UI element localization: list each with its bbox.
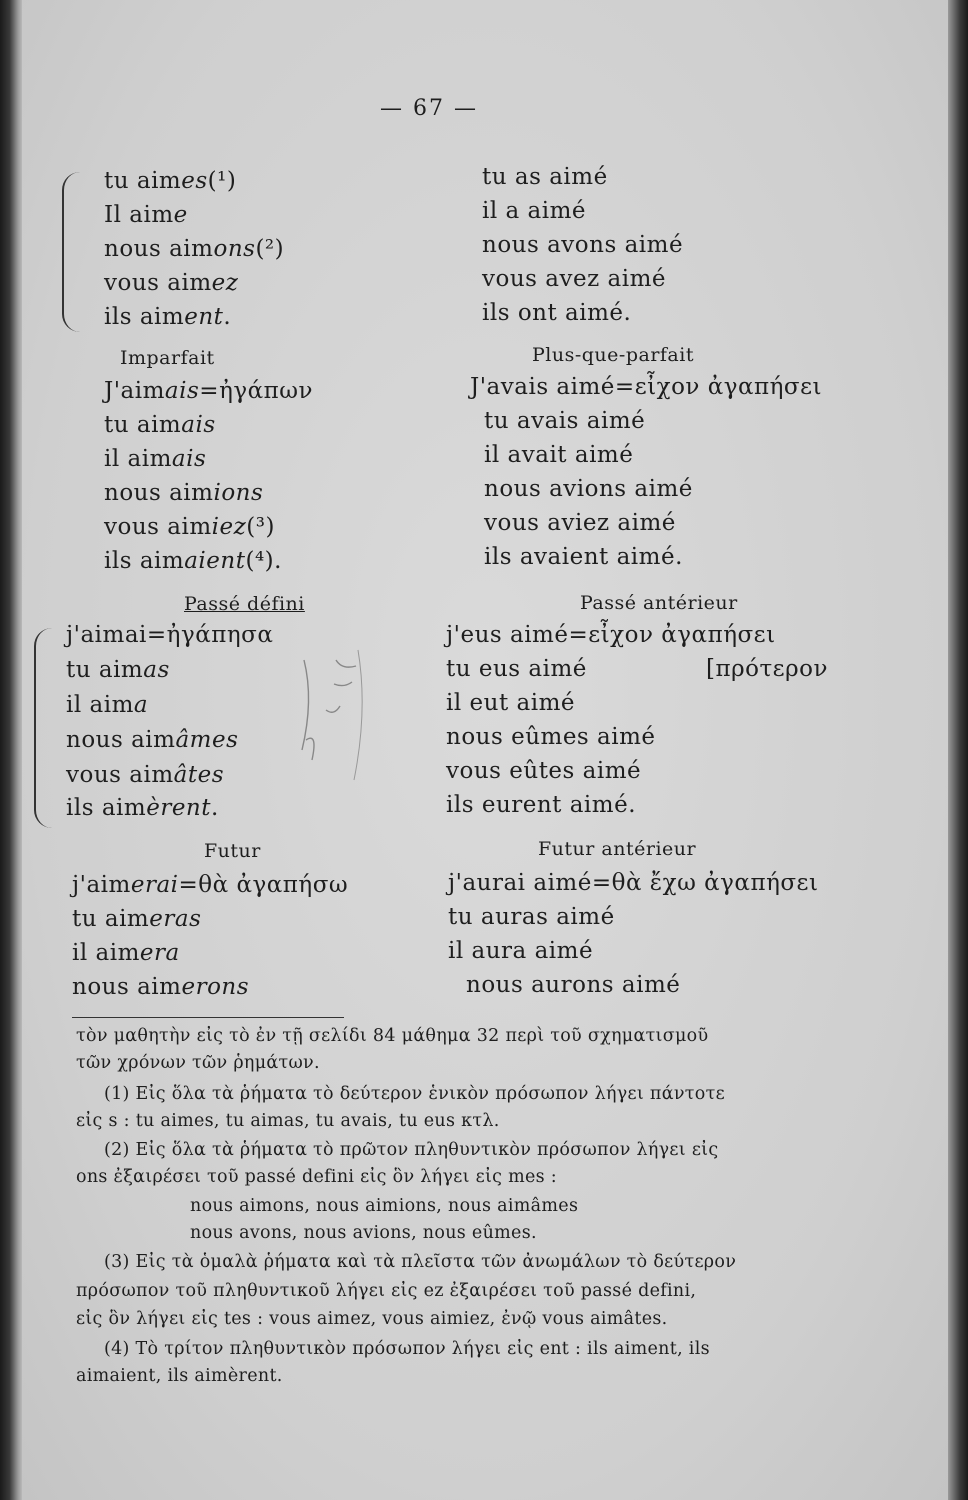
section-heading-futur-anterieur: Futur antérieur	[538, 838, 697, 860]
footnote-line: (1) Εἰς ὅλα τὰ ῥήματα τὸ δεύτερον ἑνικὸν πρόσωπον λήγει πάντοτε	[104, 1084, 725, 1104]
footnote-line: (3) Εἰς τὰ ὁμαλὰ ῥήματα καὶ τὰ πλεῖστα τῶν ἀνωμάλων τὸ δεύτερον	[104, 1252, 737, 1272]
conj-line: tu aimais	[104, 412, 216, 438]
conj-line: J'aimais=ἠγάπων	[104, 378, 313, 404]
conj-line: il a aimé	[482, 198, 587, 224]
conj-line: nous aimerons	[72, 974, 250, 1000]
conj-line: tu aimas	[66, 657, 170, 683]
conj-line: j'aimai=ἠγάπησα	[66, 622, 274, 648]
conj-line: il aima	[66, 692, 149, 718]
conj-line: tu eus aimé	[446, 656, 587, 682]
footnote-line: τὸν μαθητὴν εἰς τὸ ἐν τῇ σελίδι 84 μάθημα 32 περὶ τοῦ σχηματισμοῦ	[76, 1026, 709, 1046]
conj-line: ils eurent aimé.	[446, 792, 637, 818]
conj-line: vous avez aimé	[482, 266, 667, 292]
conj-line: ils avaient aimé.	[484, 544, 683, 570]
conj-line: tu avais aimé	[484, 408, 646, 434]
book-spine-shadow	[0, 0, 24, 1500]
footnote-line: aimaient, ils aimèrent.	[76, 1366, 283, 1386]
page-edge-shadow	[948, 0, 968, 1500]
footnote-line: (4) Τὸ τρίτον πληθυντικὸν πρόσωπον λήγει εἰς ent : ils aiment, ils	[104, 1339, 710, 1359]
conj-line: nous aimâmes	[66, 727, 239, 753]
conj-line: nous avons aimé	[482, 232, 684, 258]
conj-line: j'aimerai=θὰ ἀγαπήσω	[72, 872, 349, 898]
conj-line: il eut aimé	[446, 690, 575, 716]
conj-line: nous aurons aimé	[466, 972, 681, 998]
conj-line: vous aimez	[104, 270, 239, 296]
page-number: — 67 —	[380, 96, 478, 121]
footnote-line: εἰς ὃν λήγει εἰς tes : vous aimez, vous aimiez, ἐνῷ vous aimâtes.	[76, 1309, 668, 1329]
section-heading-passe-anterieur: Passé antérieur	[580, 592, 738, 614]
section-heading-passe-defini: Passé défini	[184, 593, 305, 615]
conj-line: Il aime	[104, 202, 188, 228]
conj-line: il aura aimé	[448, 938, 594, 964]
conj-line: J'avais aimé=εἶχον ἀγαπήσει	[470, 374, 823, 400]
footnote-line: nous avons, nous avions, nous eûmes.	[190, 1223, 537, 1243]
section-heading-plus-que-parfait: Plus-que-parfait	[532, 344, 694, 366]
footnote-line: (2) Εἰς ὅλα τὰ ῥήματα τὸ πρῶτον πληθυντικὸν πρόσωπον λήγει εἰς	[104, 1140, 719, 1160]
conj-line: il avait aimé	[484, 442, 634, 468]
section-heading-futur: Futur	[204, 840, 261, 862]
conj-line: nous aimions	[104, 480, 264, 506]
footnote-line: ons ἐξαιρέσει τοῦ passé defini εἰς ὃν λήγει εἰς mes :	[76, 1167, 557, 1187]
conj-line: tu auras aimé	[448, 904, 615, 930]
conj-line: tu as aimé	[482, 164, 608, 190]
conj-line: ils ont aimé.	[482, 300, 632, 326]
conj-line: nous aimons(²)	[104, 236, 285, 262]
footnote-separator	[72, 1017, 344, 1018]
footnote-line: πρόσωπον τοῦ πληθυντικοῦ λήγει εἰς ez ἐξαιρέσει τοῦ passé defini,	[76, 1281, 697, 1301]
conj-line: tu aimeras	[72, 906, 202, 932]
conj-line: ils aimaient(⁴).	[104, 548, 282, 574]
conj-line: j'aurai aimé=θὰ ἔχω ἀγαπήσει	[448, 870, 819, 896]
footnote-line: nous aimons, nous aimions, nous aimâmes	[190, 1196, 579, 1216]
present-brace	[62, 172, 80, 332]
footnote-line: εἰς s : tu aimes, tu aimas, tu avais, tu eus κτλ.	[76, 1111, 500, 1131]
conj-line: vous aviez aimé	[484, 510, 676, 536]
conj-line: ils aimèrent.	[66, 795, 219, 821]
footnote-line: τῶν χρόνων τῶν ῥημάτων.	[76, 1053, 320, 1073]
conj-line: il aimais	[104, 446, 207, 472]
margin-note: [πρότερον	[706, 656, 828, 682]
section-heading-imparfait: Imparfait	[120, 347, 215, 369]
passe-defini-brace	[34, 628, 52, 828]
pencil-scribble-icon	[296, 640, 376, 790]
conj-line: nous eûmes aimé	[446, 724, 656, 750]
pencil-scribble	[296, 640, 376, 790]
conj-line: il aimera	[72, 940, 180, 966]
conj-line: ils aiment.	[104, 304, 232, 330]
conj-line: tu aimes(¹)	[104, 168, 237, 194]
conj-line: j'eus aimé=εἶχον ἀγαπήσει	[446, 622, 776, 648]
conj-line: vous aimâtes	[66, 762, 225, 788]
conj-line: nous avions aimé	[484, 476, 693, 502]
conj-line: vous eûtes aimé	[446, 758, 642, 784]
conj-line: vous aimiez(³)	[104, 514, 275, 540]
